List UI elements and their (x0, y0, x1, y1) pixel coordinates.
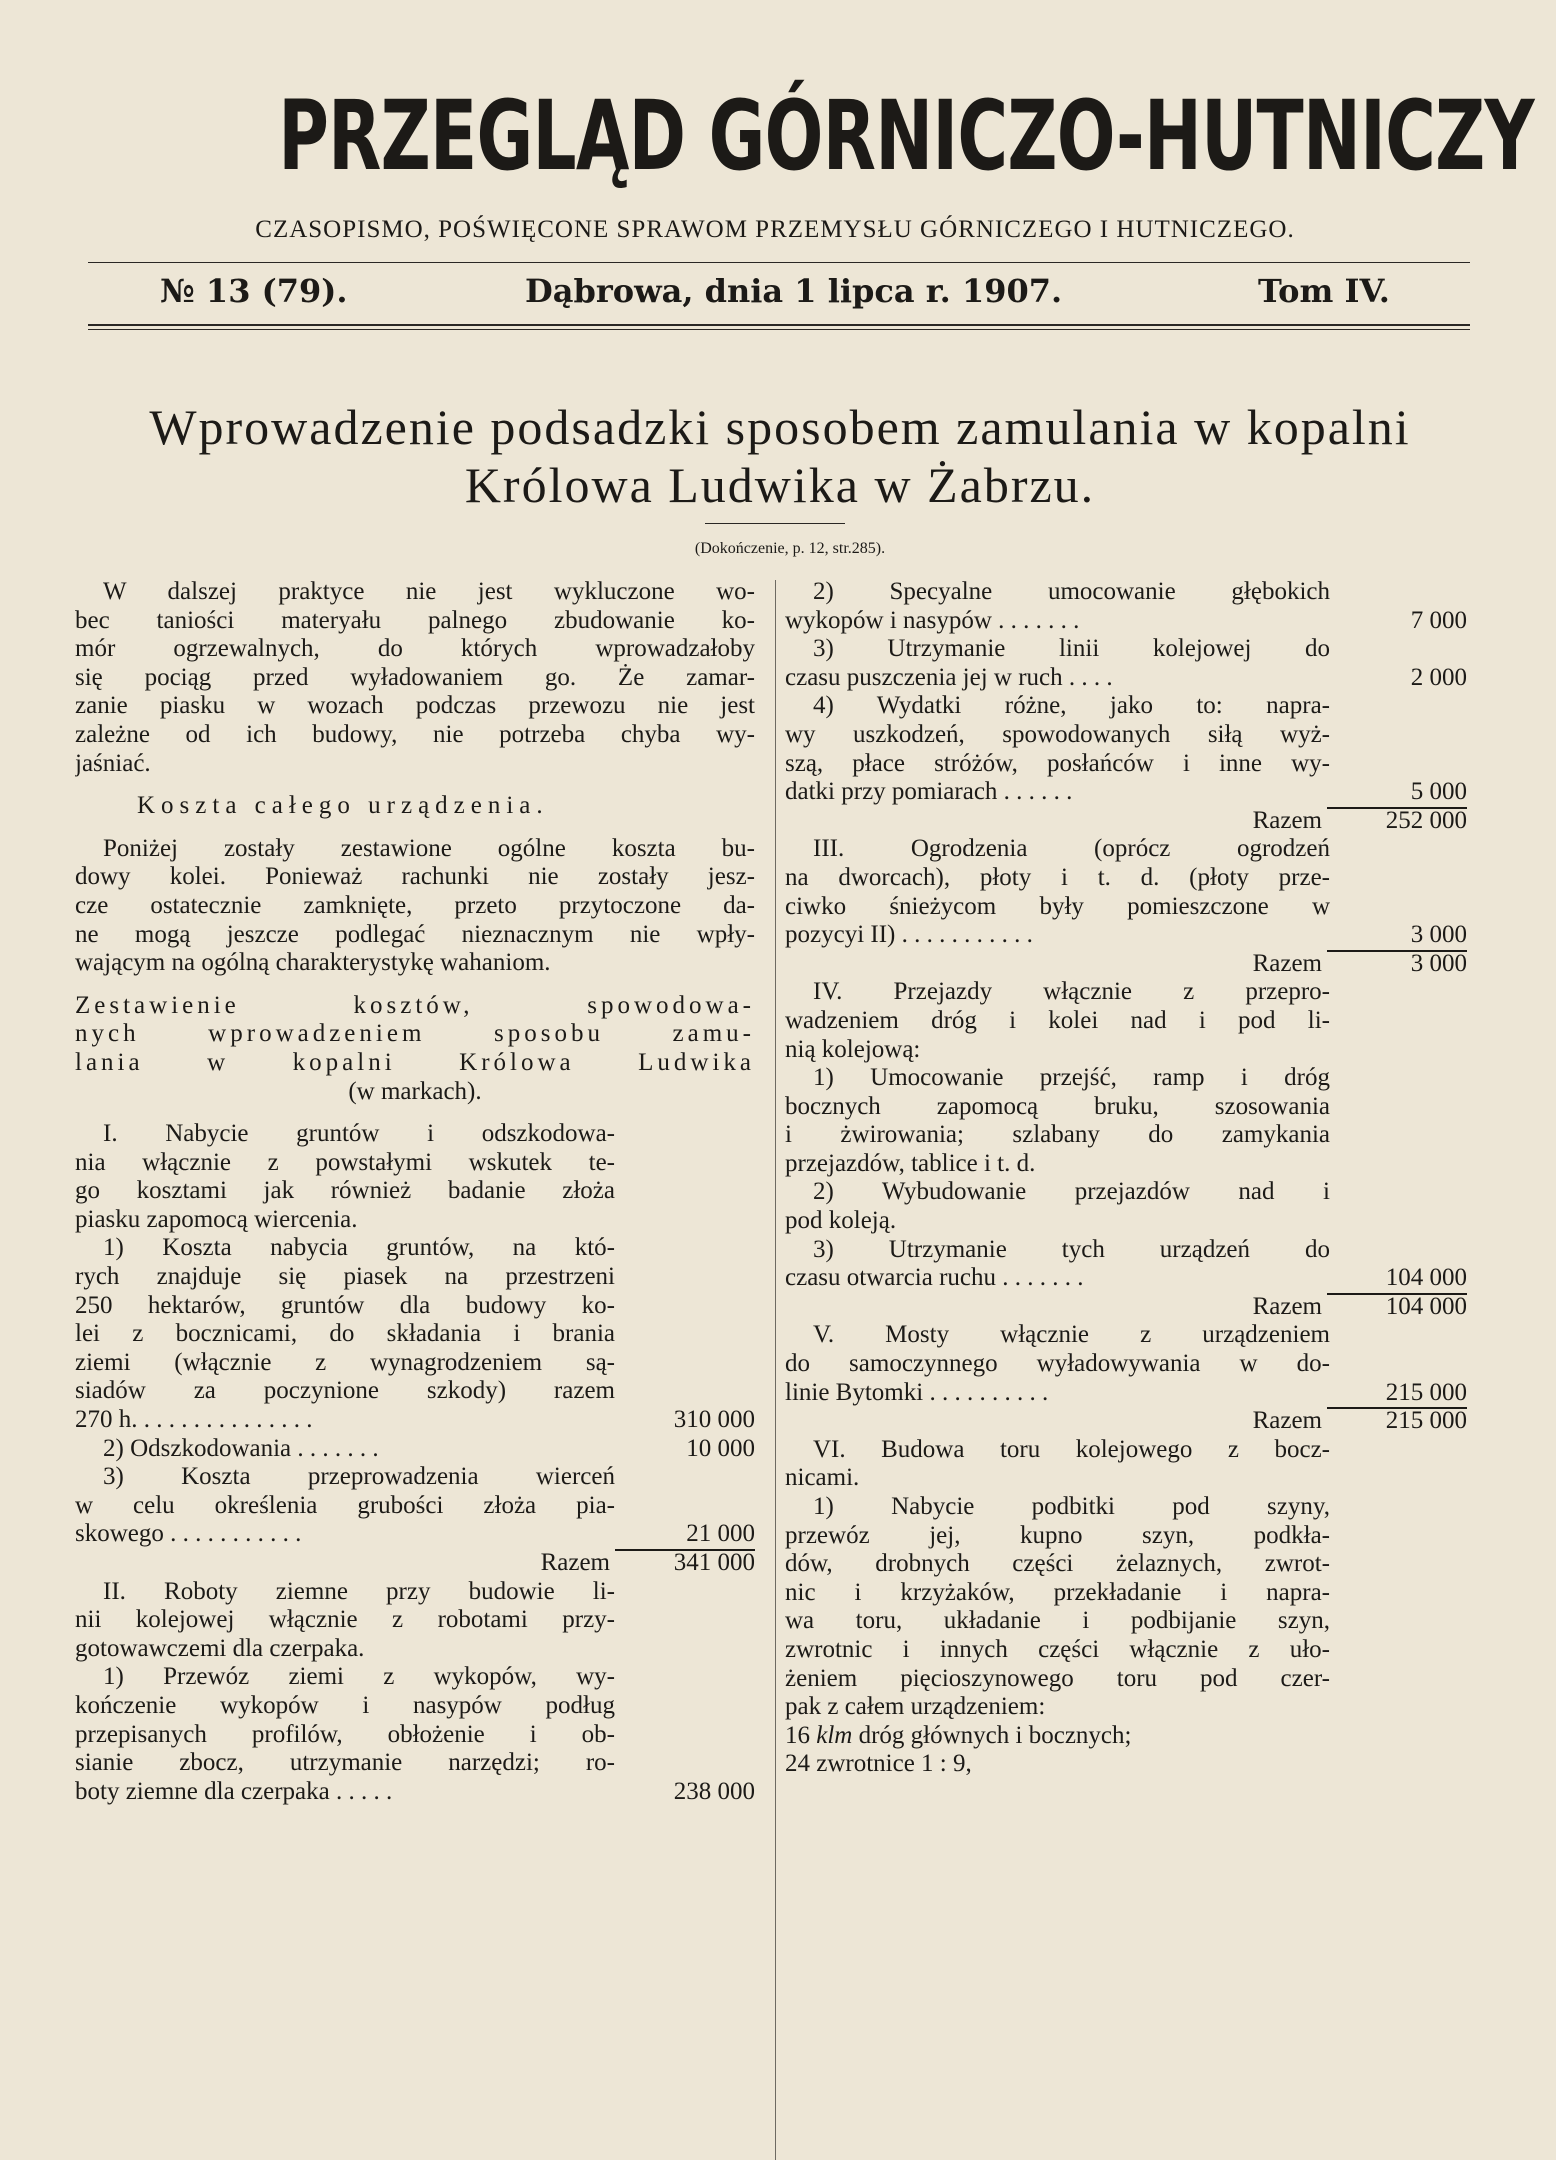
cost-label: skowego . . . . . . . . . . . (75, 1520, 302, 1548)
cost-label: datki przy pomiarach . . . . . . (785, 778, 1073, 806)
cost-amount: 5 000 (1410, 778, 1467, 806)
subtotal-amount: 104 000 (1385, 1292, 1467, 1320)
subtotal-row (75, 1549, 755, 1578)
text-line: zależne od ich budowy, nie potrzeba chyba wy- (75, 720, 755, 748)
text-line: 1) Przewóz ziemi z wykopów, wy- (103, 1663, 615, 1691)
text-line: jaśniać. (75, 749, 151, 777)
masthead-rule-bottom-1 (88, 324, 1470, 326)
cost-row (785, 1379, 1467, 1408)
section-heading: Koszta całego urządzenia. (137, 792, 549, 820)
cost-row (785, 607, 1467, 636)
text-line: szą, płace stróżów, posłańców i inne wy- (785, 749, 1330, 777)
text-line: lei z bocznicami, do składania i brania (75, 1320, 615, 1348)
text-line: się pociąg przed wyładowaniem go. Że zamar- (75, 663, 755, 691)
subtotal-row (785, 950, 1467, 979)
text-line: go kosztami jak również badanie złoża (75, 1177, 615, 1205)
text-line: 250 hektarów, gruntów dla budowy ko- (75, 1291, 615, 1319)
text-line: piasku zapomocą wiercenia. (75, 1205, 358, 1233)
cost-amount: 10 000 (686, 1434, 755, 1462)
text-line: 4) Wydatki różne, jako to: napra- (813, 692, 1330, 720)
text-line: bocznych zapomocą bruku, szosowania (785, 1092, 1330, 1120)
subtotal-label: Razem (1252, 949, 1322, 977)
text-line: V. Mosty włącznie z urządzeniem (813, 1321, 1330, 1349)
text-line: II. Roboty ziemne przy budowie li- (103, 1577, 615, 1605)
cost-amount: 3 000 (1410, 921, 1467, 949)
text-fragment: 16 (785, 1721, 817, 1749)
subtotal-label: Razem (1252, 806, 1322, 834)
summary-heading: nych wprowadzeniem sposobu zamu- (75, 1020, 755, 1048)
text-line: VI. Budowa toru kolejowego z bocz- (813, 1435, 1330, 1463)
cost-row (75, 1520, 755, 1549)
subtotal-row (785, 1407, 1467, 1436)
text-line: cze ostatecznie zamknięte, przeto przytoczone da- (75, 891, 755, 919)
subtotal-label: Razem (1252, 1292, 1322, 1320)
text-line: dów, drobnych części żelaznych, zwrot- (785, 1550, 1330, 1578)
text-line: do samoczynnego wyładowywania w do- (785, 1350, 1330, 1378)
text-line: nia włącznie z powstałymi wskutek te- (75, 1148, 615, 1176)
cost-amount: 2 000 (1410, 663, 1467, 691)
cost-label: 2) Odszkodowania . . . . . . . (103, 1434, 379, 1462)
subtotal-amount: 215 000 (1385, 1407, 1467, 1435)
cost-amount: 104 000 (1385, 1264, 1467, 1292)
cost-row (785, 778, 1467, 807)
cost-row (75, 1435, 755, 1464)
text-line: nii kolejowej włącznie z robotami przy- (75, 1606, 615, 1634)
text-line: III. Ogrodzenia (oprócz ogrodzeń (813, 835, 1330, 863)
text-line: wadzeniem dróg i kolei nad i pod li- (785, 1006, 1330, 1034)
text-line: 2) Wybudowanie przejazdów nad i (813, 1178, 1330, 1206)
cost-row (785, 1264, 1467, 1293)
cost-label: linie Bytomki . . . . . . . . . . (785, 1378, 1049, 1406)
text-line: pak z całem urządzeniem: (785, 1693, 1046, 1721)
text-line: przewóz jej, kupno szyn, podkła- (785, 1521, 1330, 1549)
continuation-note: (Dokończenie, p. 12, str.285). (694, 540, 886, 557)
left-column (75, 578, 755, 1806)
masthead-rule-top (88, 262, 1470, 263)
text-line: rych znajduje się piasek na przestrzeni (75, 1263, 615, 1291)
subtotal-amount: 3 000 (1410, 949, 1467, 977)
text-line: kończenie wykopów i nasypów podług (75, 1691, 615, 1719)
text-line: gotowawczemi dla czerpaka. (75, 1634, 365, 1662)
cost-amount: 21 000 (686, 1520, 755, 1548)
text-line: sianie zbocz, utrzymanie narzędzi; ro- (75, 1749, 615, 1777)
text-line: pod koleją. (785, 1207, 897, 1235)
text-line: IV. Przejazdy włącznie z przepro- (813, 978, 1330, 1006)
cost-amount: 310 000 (673, 1406, 755, 1434)
subtotal-label: Razem (1252, 1407, 1322, 1435)
summary-heading: lania w kopalni Królowa Ludwika (75, 1048, 755, 1076)
text-line: wa toru, układanie i podbijanie szyn, (785, 1607, 1330, 1635)
text-line: mór ogrzewalnych, do których wprowadzałoby (75, 635, 755, 663)
text-line: W dalszej praktyce nie jest wykluczone wo- (103, 578, 755, 605)
cost-amount: 7 000 (1410, 606, 1467, 634)
text-line: 1) Koszta nabycia gruntów, na któ- (103, 1234, 615, 1262)
volume-number: Tom IV. (1258, 272, 1390, 310)
text-line: żeniem pięcioszynowego toru pod czer- (785, 1664, 1330, 1692)
text-line: wającym na ogólną charakterystykę wahaniom. (75, 949, 551, 977)
text-line: siadów za poczynione szkody) razem (75, 1377, 615, 1405)
text-line: dowy kolei. Ponieważ rachunki nie zostały jesz- (75, 863, 755, 891)
column-separator (775, 580, 776, 2160)
text-fragment: dróg głównych i bocznych; (852, 1721, 1132, 1749)
text-line: bec taniości materyału palnego zbudowanie ko- (75, 606, 755, 634)
text-line: I. Nabycie gruntów i odszkodowa- (103, 1120, 615, 1148)
cost-label: czasu otwarcia ruchu . . . . . . . (785, 1264, 1084, 1292)
text-line: 1) Umocowanie przejść, ramp i dróg (813, 1064, 1330, 1092)
text-line: przepisanych profilów, obłożenie i ob- (75, 1720, 615, 1748)
unit-abbreviation: klm (816, 1721, 853, 1749)
text-line: i żwirowania; szlabany do zamykania (785, 1121, 1330, 1149)
journal-title: PRZEGLĄD GÓRNICZO-HUTNICZY (278, 80, 1534, 192)
journal-subtitle: CZASOPISMO, POŚWIĘCONE SPRAWOM PRZEMYSŁU GÓRNICZEGO I HUTNICZEGO. (255, 216, 1295, 243)
text-line: nią kolejową: (785, 1035, 921, 1063)
subtotal-amount: 252 000 (1385, 806, 1467, 834)
text-line: nic i krzyżaków, przekładanie i napra- (785, 1578, 1330, 1606)
text-line (785, 1722, 1330, 1751)
issue-number: № 13 (79). (160, 272, 348, 310)
cost-label: pozycyi II) . . . . . . . . . . . (785, 921, 1033, 949)
right-column (785, 578, 1467, 1779)
text-line: Poniżej zostały zestawione ogólne koszta bu- (103, 834, 755, 862)
title-underline (705, 523, 845, 524)
subtotal-row (785, 807, 1467, 836)
text-line: 3) Utrzymanie linii kolejowej do (813, 635, 1330, 663)
text-line: zwrotnic i innych części włącznie z uło- (785, 1635, 1330, 1663)
place-date: Dąbrowa, dnia 1 lipca r. 1907. (525, 272, 1063, 310)
subtotal-label: Razem (540, 1549, 610, 1576)
cost-label: wykopów i nasypów . . . . . . . (785, 606, 1080, 634)
text-line: 1) Nabycie podbitki pod szyny, (813, 1493, 1330, 1520)
cost-row (75, 1778, 755, 1807)
text-line: 2) Specyalne umocowanie głębokich (813, 578, 1330, 605)
text-line: ciwko śnieżycom były pomieszczone w (785, 892, 1330, 920)
text-line: ziemi (włącznie z wynagrodzeniem są- (75, 1348, 615, 1376)
text-line: 24 zwrotnice 1 : 9, (785, 1750, 972, 1778)
summary-heading: Zestawienie kosztów, spowodowa- (75, 991, 755, 1019)
text-line: nicami. (785, 1464, 860, 1492)
text-line: na dworcach), płoty i t. d. (płoty prze- (785, 863, 1330, 891)
text-line: w celu określenia grubości złoża pia- (75, 1491, 615, 1519)
cost-label: boty ziemne dla czerpaka . . . . . (75, 1777, 393, 1805)
cost-amount: 215 000 (1385, 1378, 1467, 1406)
cost-row (785, 921, 1467, 950)
subtotal-amount: 341 000 (673, 1549, 755, 1576)
article-title-line-1: Wprowadzenie podsadzki sposobem zamulania w kopalni (149, 399, 1411, 455)
cost-row (785, 664, 1467, 693)
text-line: 3) Koszta przeprowadzenia wierceń (103, 1463, 615, 1491)
text-line: przejazdów, tablice i t. d. (785, 1149, 1036, 1177)
summary-heading: (w markach). (348, 1077, 482, 1105)
cost-label: czasu puszczenia jej w ruch . . . . (785, 663, 1113, 691)
article-title-line-2: Królowa Ludwika w Żabrzu. (464, 457, 1096, 513)
subtotal-row (785, 1293, 1467, 1322)
cost-amount: 238 000 (673, 1777, 755, 1805)
text-line: zanie piasku w wozach podczas przewozu nie jest (75, 692, 755, 720)
text-line: 3) Utrzymanie tych urządzeń do (813, 1235, 1330, 1263)
text-line: wy uszkodzeń, spowodowanych siłą wyż- (785, 720, 1330, 748)
cost-row (75, 1406, 755, 1435)
masthead-rule-bottom-2 (88, 329, 1470, 330)
cost-label: 270 h. . . . . . . . . . . . . . . (75, 1406, 313, 1434)
text-line: ne mogą jeszcze podlegać nieznacznym nie wpły- (75, 920, 755, 948)
